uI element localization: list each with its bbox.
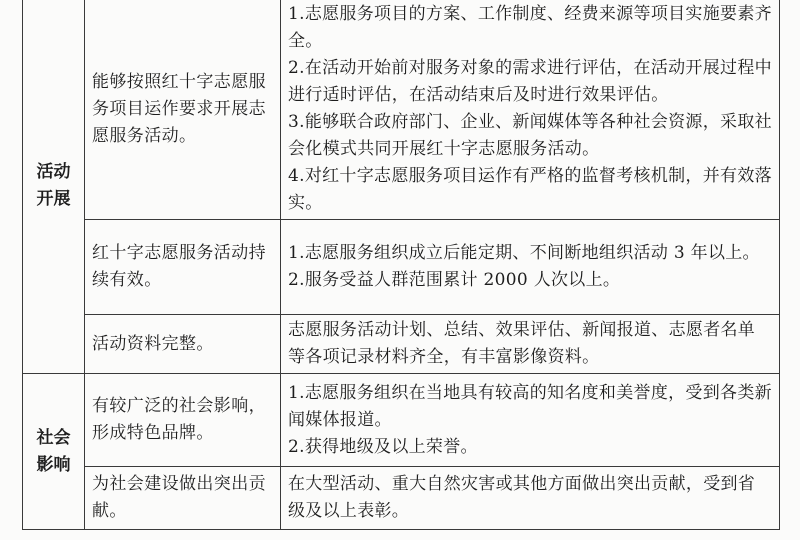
table-row [23, 467, 780, 530]
requirement-cell: 活动资料完整。 [85, 315, 281, 374]
requirement-cell: 有较广泛的社会影响，形成特色品牌。 [85, 374, 281, 467]
detail-item: 1.志愿服务项目的方案、工作制度、经费来源等项目实施要素齐全。 [288, 4, 772, 51]
detail-item: 在大型活动、重大自然灾害或其他方面做出突出贡献，受到省级及以上表彰。 [288, 474, 756, 521]
detail-item: 4.对红十字志愿服务项目运作有严格的监督考核机制，并有效落实。 [288, 166, 772, 213]
details-cell [281, 315, 780, 374]
detail-item: 2.在活动开始前对服务对象的需求进行评估，在活动开展过程中进行适时评估，在活动结束后及时进行效果评估。 [288, 58, 772, 105]
evaluation-criteria-table [22, 0, 780, 530]
detail-item: 2.服务受益人群范围累计 2000 人次以上。 [288, 270, 621, 290]
requirement-cell: 能够按照红十字志愿服务项目运作要求开展志愿服务活动。 [85, 0, 281, 220]
category-cell-social-impact [23, 374, 85, 530]
table-row [23, 374, 780, 467]
category-label: 社会 影响 [36, 427, 71, 475]
table-row [23, 315, 780, 374]
details-cell [281, 0, 780, 220]
requirement-cell: 为社会建设做出突出贡献。 [85, 467, 281, 530]
category-cell-activity [23, 0, 85, 374]
details-cell [281, 374, 780, 467]
table-row [23, 220, 780, 315]
table-row [23, 0, 780, 220]
details-cell [281, 220, 780, 315]
category-label: 活动 开展 [36, 162, 71, 209]
detail-item: 3.能够联合政府部门、企业、新闻媒体等各种社会资源，采取社会化模式共同开展红十字志愿服务活动。 [288, 112, 772, 159]
details-cell [281, 467, 780, 530]
requirement-cell: 红十字志愿服务活动持续有效。 [85, 220, 281, 315]
detail-item: 1.志愿服务组织成立后能定期、不间断地组织活动 3 年以上。 [288, 243, 760, 263]
detail-item: 志愿服务活动计划、总结、效果评估、新闻报道、志愿者名单等各项记录材料齐全，有丰富影像资料。 [288, 320, 756, 367]
detail-item: 1.志愿服务组织在当地具有较高的知名度和美誉度，受到各类新闻媒体报道。 [288, 382, 772, 430]
detail-item: 2.获得地级及以上荣誉。 [288, 436, 478, 457]
